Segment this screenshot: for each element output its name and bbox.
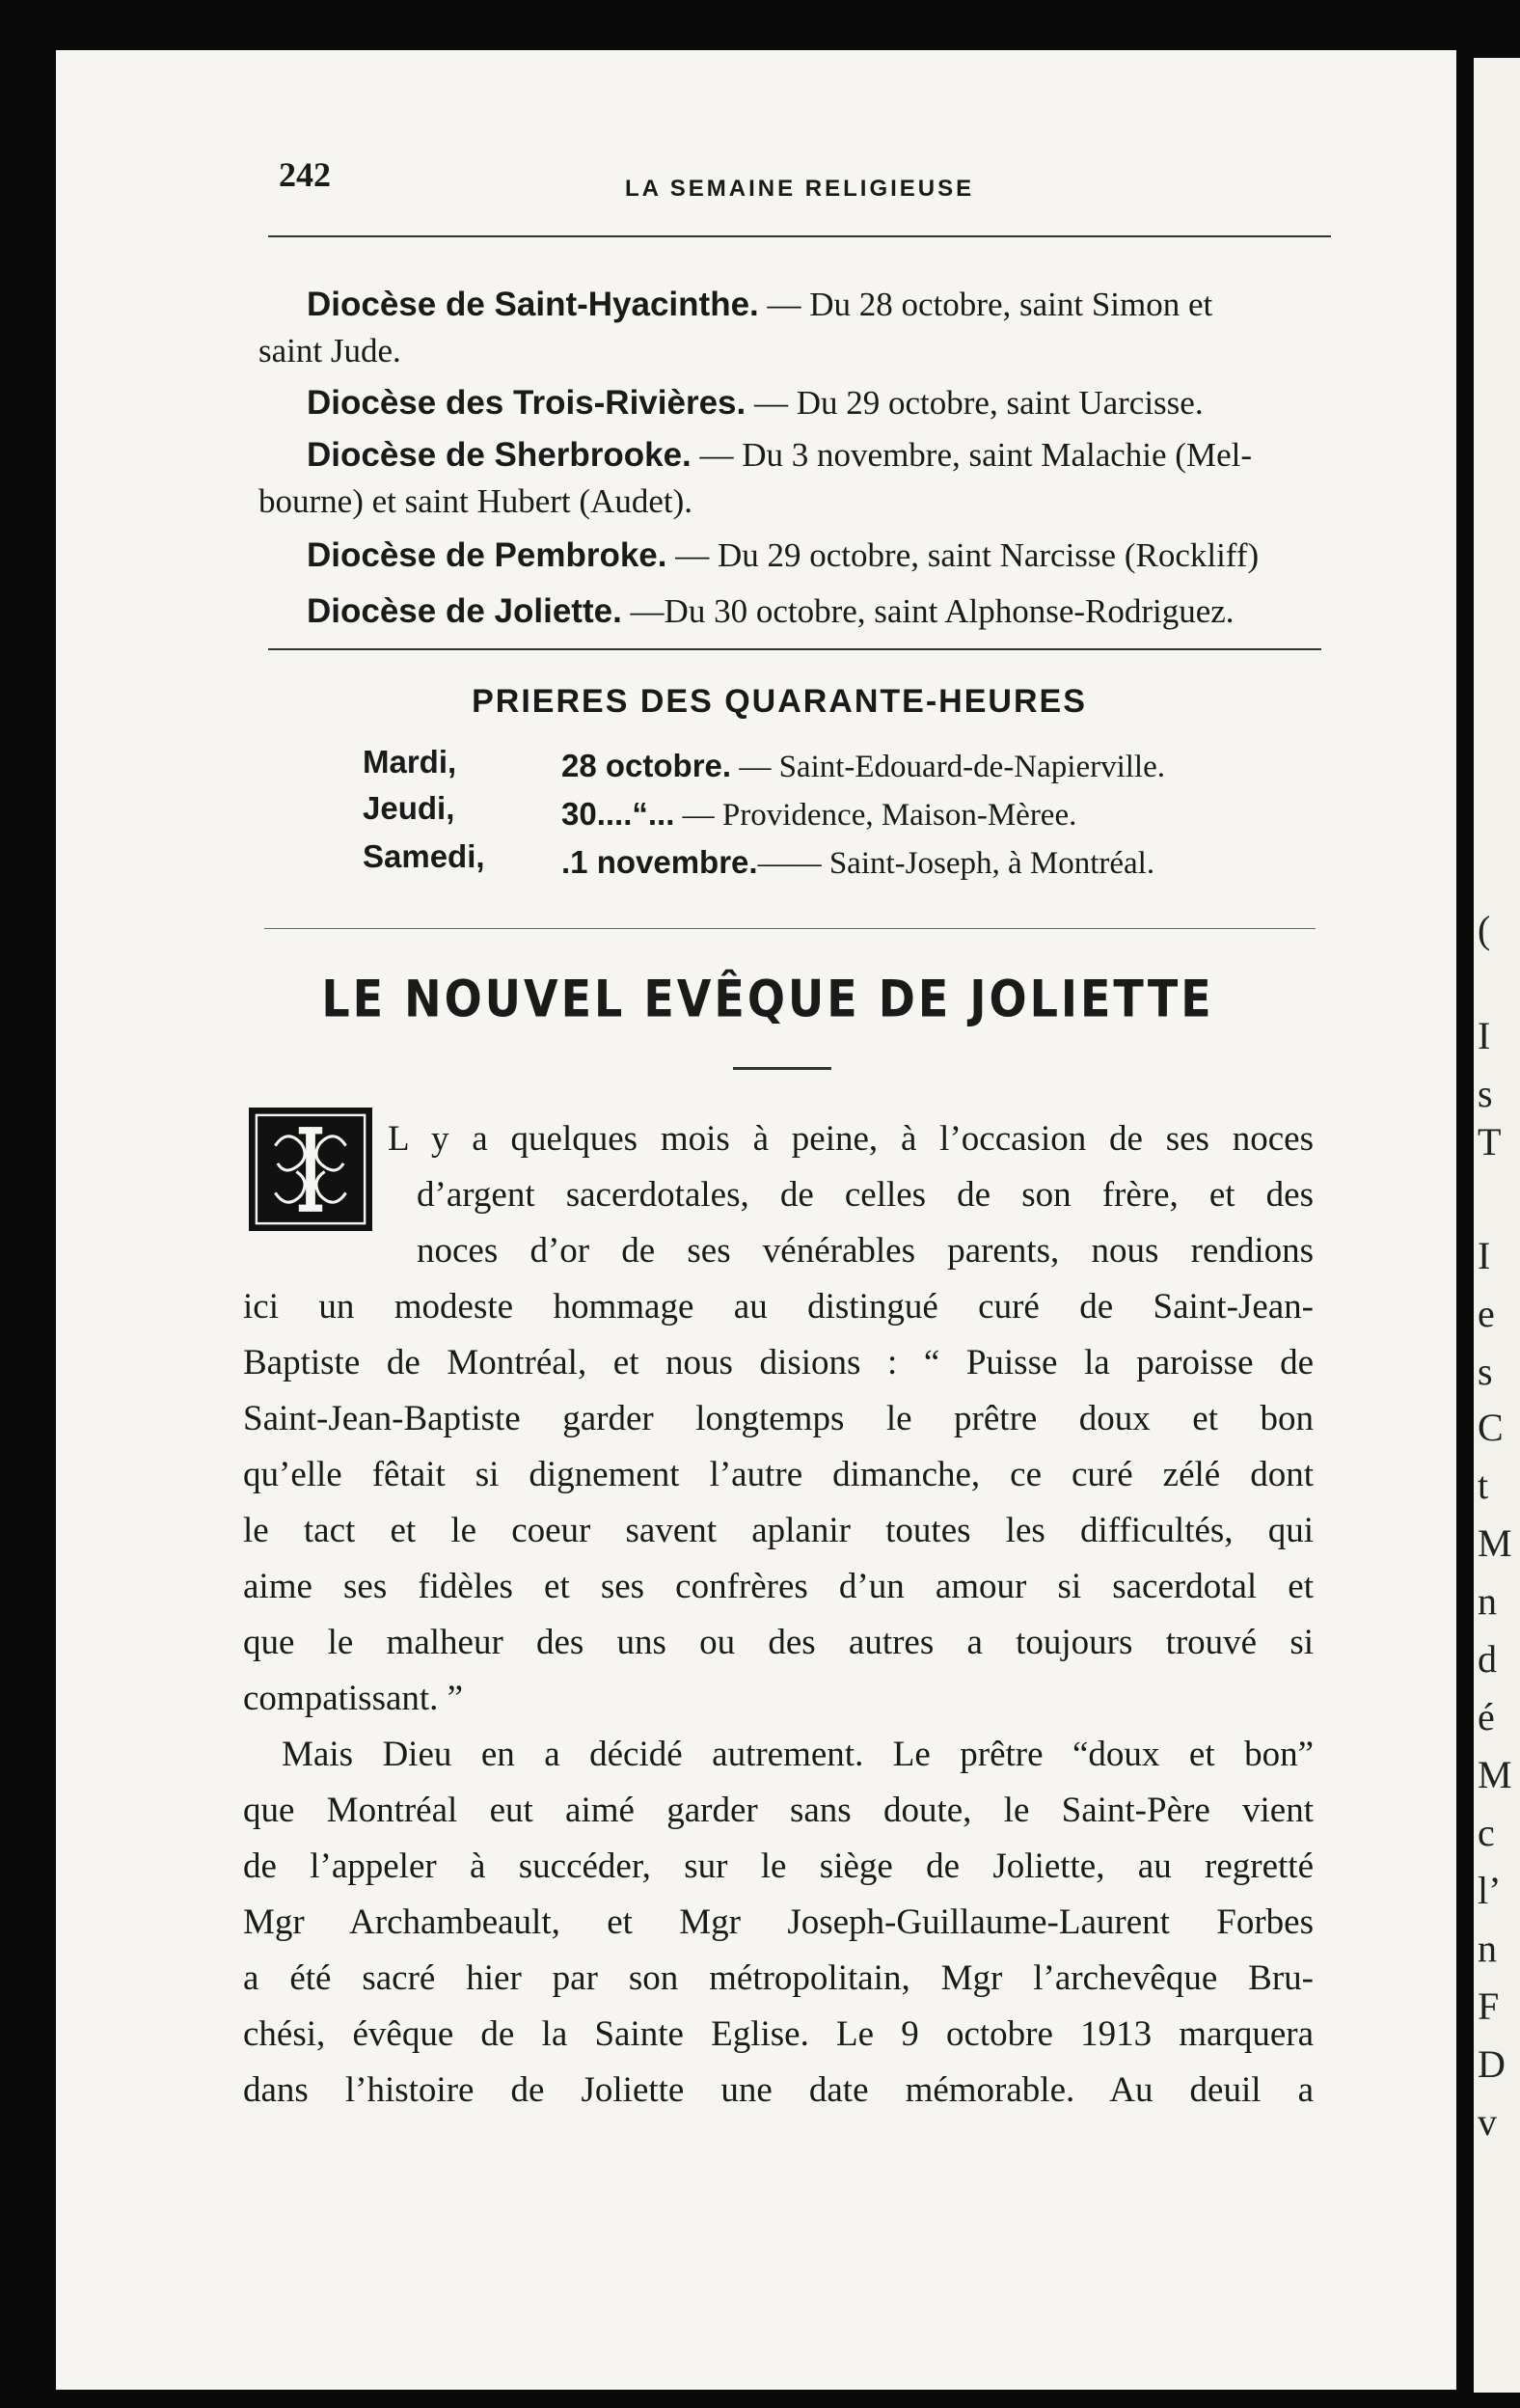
- diocese-name: Diocèse de Joliette.: [307, 592, 622, 630]
- edge-letter: e: [1478, 1292, 1495, 1335]
- text-line: a été sacré hier par son métropolitain, Mgr l’archevêque Bru-: [243, 1958, 1314, 1998]
- edge-letter: I: [1478, 1234, 1491, 1277]
- edge-letter: (: [1478, 908, 1491, 951]
- diocese-entry: [258, 432, 1329, 525]
- text-line: ici un modeste hommage au distingué curé de Saint-Jean-: [243, 1287, 1314, 1327]
- edge-letter: s: [1478, 1072, 1493, 1115]
- edge-letter: M: [1478, 1521, 1512, 1565]
- running-title: LA SEMAINE RELIGIEUSE: [625, 176, 975, 202]
- edge-letter: C: [1478, 1406, 1504, 1449]
- diocese-text: — Du 29 octobre, saint Uarcisse.: [753, 384, 1204, 422]
- edge-letter: l’: [1478, 1869, 1502, 1912]
- article-body: [243, 1111, 1314, 2119]
- prayer-place: — Saint-Edouard-de-Napierville.: [731, 750, 1165, 784]
- text-line: Baptiste de Montréal, et nous disions : “ Puisse la paroisse de: [243, 1343, 1314, 1382]
- edge-letter: t: [1478, 1464, 1489, 1507]
- text-line: de l’appeler à succéder, sur le siège de Joliette, au regretté: [243, 1847, 1314, 1886]
- diocese-entry: [258, 380, 1329, 426]
- edge-letter: s: [1478, 1350, 1493, 1393]
- diocese-name: Diocèse des Trois-Rivières.: [307, 384, 746, 422]
- prayer-date: .1 novembre.: [561, 844, 758, 880]
- diocese-text: — Du 3 novembre, saint Malachie (Mel-: [699, 436, 1252, 474]
- prayer-place: — Providence, Maison-Mèree.: [674, 798, 1077, 833]
- diocese-text-continued: bourne) et saint Hubert (Audet).: [258, 482, 692, 520]
- prayer-entry: [561, 745, 1165, 788]
- text-line: d’argent sacerdotales, de celles de son frère, et des: [417, 1175, 1314, 1215]
- edge-letter: n: [1478, 1927, 1497, 1970]
- text-line: que Montréal eut aimé garder sans doute, le Saint-Père vient: [243, 1791, 1314, 1830]
- text-line: compatissant. ”: [243, 1679, 464, 1718]
- edge-letter: n: [1478, 1579, 1497, 1623]
- edge-letter: T: [1478, 1120, 1502, 1163]
- header-rule: [268, 235, 1331, 237]
- prayer-entry: [561, 793, 1076, 836]
- diocese-text-continued: saint Jude.: [258, 332, 401, 369]
- text-line: noces d’or de ses vénérables parents, nous rendions: [417, 1231, 1314, 1271]
- prayer-place: —— Saint-Joseph, à Montréal.: [757, 846, 1155, 881]
- diocese-text: — Du 29 octobre, saint Narcisse (Rockliff): [675, 536, 1260, 574]
- title-rule: [733, 1067, 831, 1070]
- edge-letter: M: [1478, 1753, 1512, 1796]
- diocese-entry: [258, 588, 1329, 635]
- text-line: le tact et le coeur savent aplanir toutes les difficultés, qui: [243, 1511, 1314, 1550]
- diocese-entry: [258, 282, 1329, 374]
- edge-letter: d: [1478, 1637, 1497, 1681]
- edge-letter: I: [1478, 1014, 1491, 1057]
- edge-letter: c: [1478, 1811, 1495, 1854]
- text-line: dans l’histoire de Joliette une date mémorable. Au deuil a: [243, 2070, 1314, 2110]
- edge-letter: F: [1478, 1984, 1500, 2028]
- prayers-title: PRIERES DES QUARANTE-HEURES: [472, 683, 1087, 720]
- section-rule: [264, 928, 1316, 929]
- text-line: L y a quelques mois à peine, à l’occasion de ses noces: [388, 1119, 1314, 1159]
- text-line: Saint-Jean-Baptiste garder longtemps le prêtre doux et bon: [243, 1399, 1314, 1438]
- edge-letter: D: [1478, 2042, 1506, 2086]
- diocese-name: Diocèse de Sherbrooke.: [307, 436, 692, 474]
- text-line: Mgr Archambeault, et Mgr Joseph-Guillaume-Laurent Forbes: [243, 1902, 1314, 1942]
- diocese-name: Diocèse de Pembroke.: [307, 536, 667, 574]
- prayer-day: Jeudi,: [363, 790, 455, 826]
- edge-letter: é: [1478, 1695, 1495, 1738]
- diocese-name: Diocèse de Saint-Hyacinthe.: [307, 286, 759, 323]
- diocese-text: — Du 28 octobre, saint Simon et: [767, 286, 1213, 323]
- text-line: chési, évêque de la Sainte Eglise. Le 9 octobre 1913 marquera: [243, 2014, 1314, 2054]
- prayer-date: 30....“...: [561, 796, 675, 832]
- text-line: qu’elle fêtait si dignement l’autre dimanche, ce curé zélé dont: [243, 1455, 1314, 1494]
- diocese-entry: [258, 533, 1329, 579]
- prayer-day: Mardi,: [363, 744, 457, 780]
- adjacent-page-edge: [1474, 58, 1520, 2393]
- prayer-day: Samedi,: [363, 838, 485, 874]
- section-rule: [268, 648, 1321, 650]
- text-line: que le malheur des uns ou des autres a toujours trouvé si: [243, 1623, 1314, 1662]
- prayer-date: 28 octobre.: [561, 748, 732, 783]
- text-line: Mais Dieu en a décidé autrement. Le prêtre “doux et bon”: [282, 1735, 1314, 1774]
- article-title: LE NOUVEL EVÊQUE DE JOLIETTE: [321, 968, 1214, 1029]
- diocese-text: —Du 30 octobre, saint Alphonse-Rodriguez.: [630, 592, 1235, 630]
- edge-letter: v: [1478, 2100, 1497, 2144]
- text-line: aime ses fidèles et ses confrères d’un amour si sacerdotal et: [243, 1567, 1314, 1606]
- page-number: 242: [279, 155, 331, 194]
- prayer-entry: [561, 841, 1154, 885]
